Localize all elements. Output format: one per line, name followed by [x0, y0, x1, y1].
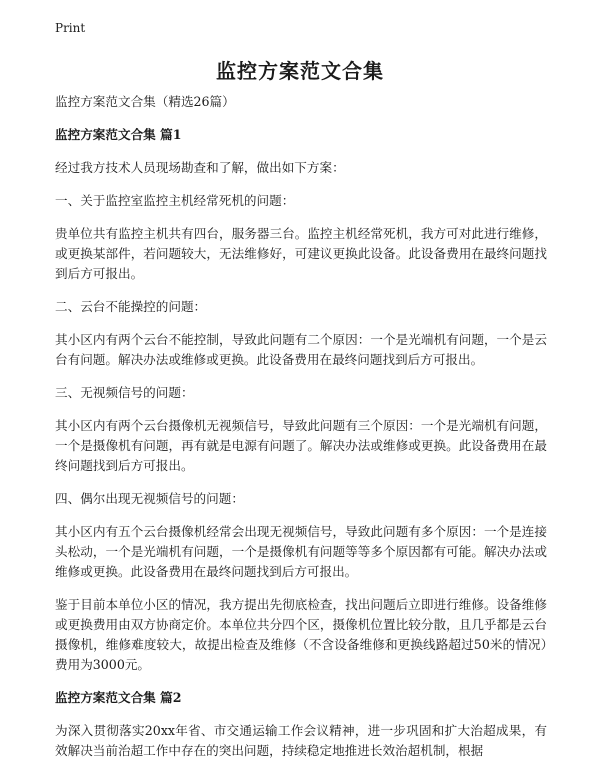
document-title: 监控方案范文合集 — [216, 59, 384, 83]
document-body — [55, 92, 547, 774]
paragraph: 其小区内有五个云台摄像机经常会出现无视频信号，导致此问题有多个原因：一个是连接头松动，一个是光端机有问题，一个是摄像机有问题等等多个原因都有可能。解决办法或维修或更换。此设备费用在最终问题找到后方可报出。 — [55, 524, 547, 579]
paragraph: 四、偶尔出现无视频信号的问题： — [55, 491, 244, 506]
paragraph: 贵单位共有监控主机共有四台，服务器三台。监控主机经常死机，我方可对此进行维修，或更换某部件，若问题较大，无法维修好，可建议更换此设备。此设备费用在最终问题找到后方可报出。 — [55, 226, 547, 281]
paragraph: 鉴于目前本单位小区的情况，我方提出先彻底检查，找出问题后立即进行维修。设备维修或更换费用由双方协商定价。本单位共分四个区，摄像机位置比较分散，且几乎都是云台摄像机，维修难度较大，故提出检查及维修（不含设备维修和更换线路超过50米的情况）费用为3000元。 — [55, 597, 547, 672]
paragraph: 其小区内有两个云台摄像机无视频信号，导致此问题有三个原因：一个是光端机有问题，一个是摄像机有问题，再有就是电源有问题了。解决办法或维修或更换。此设备费用在最终问题找到后方可报出。 — [55, 418, 547, 473]
print-link[interactable]: Print — [55, 21, 86, 35]
document-subtitle: 监控方案范文合集（精选26篇） — [55, 94, 235, 109]
section-heading: 监控方案范文合集 篇2 — [55, 690, 182, 705]
paragraph: 二、云台不能操控的问题： — [55, 299, 207, 314]
paragraph: 其小区内有两个云台不能控制，导致此问题有二个原因：一个是光端机有问题，一个是云台有问题。解决办法或维修或更换。此设备费用在最终问题找到后方可报出。 — [55, 332, 547, 367]
paragraph: 一、关于监控室监控主机经常死机的问题： — [55, 193, 295, 208]
paragraph: 经过我方技术人员现场勘查和了解，做出如下方案： — [55, 160, 345, 175]
paragraph: 三、无视频信号的问题： — [55, 385, 194, 400]
section-heading: 监控方案范文合集 篇1 — [55, 127, 182, 142]
paragraph: 为深入贯彻落实20xx年省、市交通运输工作会议精神，进一步巩固和扩大治超成果，有效解决当前治超工作中存在的突出问题，持续稳定地推进长效治超机制，根据 — [55, 723, 547, 758]
